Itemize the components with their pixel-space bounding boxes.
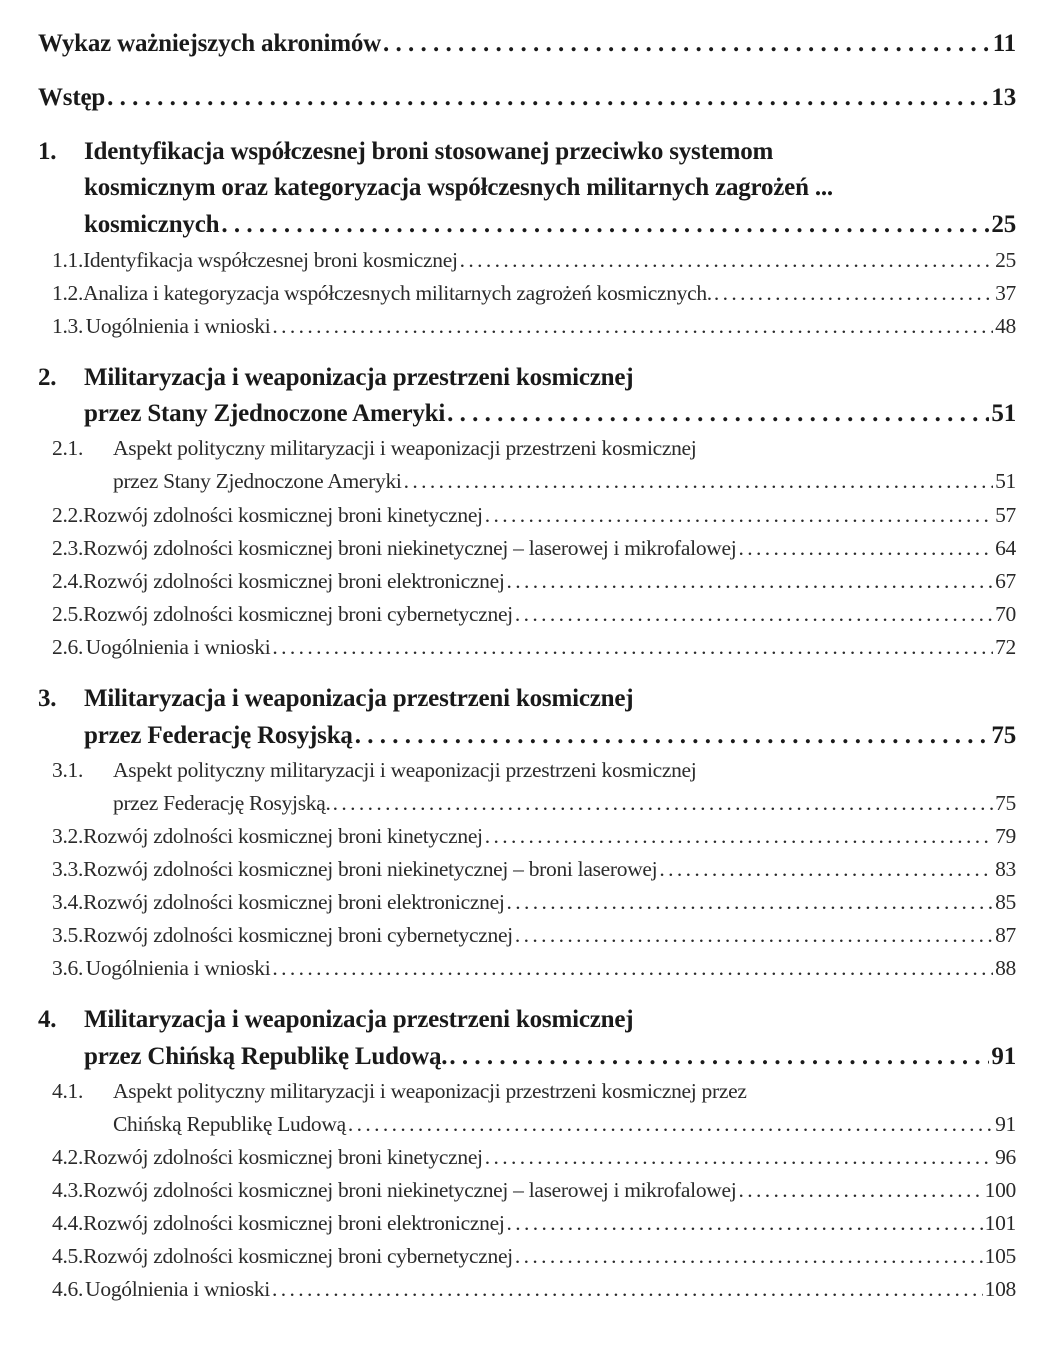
section-page: 70 xyxy=(995,602,1016,626)
section-title: Rozwój zdolności kosmicznej broni kinetycznej xyxy=(83,824,483,848)
section-page: 100 xyxy=(984,1178,1016,1202)
section-number: 4.4. xyxy=(52,1211,84,1235)
section-number: 4.5. xyxy=(52,1244,84,1268)
section-title-line: Aspekt polityczny militaryzacji i weaponizacji przestrzeni kosmicznej xyxy=(113,436,697,460)
toc-section-3-2[interactable] xyxy=(52,824,1016,849)
section-title-line: Aspekt polityczny militaryzacji i weaponizacji przestrzeni kosmicznej przez xyxy=(113,1079,747,1103)
toc-section-2-2[interactable] xyxy=(52,503,1016,528)
leader-dots xyxy=(515,1244,983,1269)
section-page: 96 xyxy=(995,1145,1016,1169)
section-number: 2.2. xyxy=(52,503,84,527)
section-number: 2.6. xyxy=(52,635,84,659)
leader-dots xyxy=(507,1211,983,1236)
entry-title: Wykaz ważniejszych akronimów xyxy=(38,30,381,57)
leader-dots xyxy=(272,314,993,339)
leader-dots xyxy=(272,956,993,981)
section-page: 101 xyxy=(984,1211,1016,1235)
toc-entry-introduction[interactable] xyxy=(38,84,1016,112)
section-page: 51 xyxy=(995,469,1016,493)
chapter-page: 25 xyxy=(991,211,1016,238)
section-number: 2.3. xyxy=(52,536,84,560)
toc-chapter-2[interactable] xyxy=(38,364,633,392)
leader-dots xyxy=(272,1277,983,1302)
toc-section-2-1-line-2[interactable] xyxy=(113,469,1016,494)
chapter-page: 75 xyxy=(991,722,1016,749)
toc-chapter-1-line-3[interactable] xyxy=(84,211,1016,239)
toc-chapter-4-line-2[interactable] xyxy=(84,1043,1016,1071)
section-title: Identyfikacja współczesnej broni kosmicznej xyxy=(83,248,458,272)
section-page: 48 xyxy=(995,314,1016,338)
section-page: 83 xyxy=(995,857,1016,881)
leader-dots xyxy=(449,1043,989,1071)
section-number: 1.2. xyxy=(52,281,84,305)
toc-section-4-5[interactable] xyxy=(52,1244,1016,1269)
section-number: 1.1. xyxy=(52,248,84,272)
section-number: 3.5. xyxy=(52,923,84,947)
toc-chapter-3-line-2[interactable] xyxy=(84,722,1016,750)
leader-dots xyxy=(348,1112,993,1137)
section-title: Uogólnienia i wnioski xyxy=(85,314,271,338)
leader-dots xyxy=(447,400,989,428)
leader-dots xyxy=(714,281,993,306)
section-number: 3.3. xyxy=(52,857,84,881)
section-title: Rozwój zdolności kosmicznej broni elektronicznej xyxy=(83,890,505,914)
section-page: 75 xyxy=(995,791,1016,815)
leader-dots xyxy=(460,248,993,273)
toc-section-2-5[interactable] xyxy=(52,602,1016,627)
chapter-title-line: przez Stany Zjednoczone Ameryki xyxy=(84,400,446,427)
section-number: 4.3. xyxy=(52,1178,84,1202)
section-page: 72 xyxy=(995,635,1016,659)
chapter-page: 91 xyxy=(991,1043,1016,1070)
section-number: 3.2. xyxy=(52,824,84,848)
section-title: Rozwój zdolności kosmicznej broni niekinetycznej – laserowej i mikrofalowej xyxy=(83,536,737,560)
toc-section-4-6[interactable] xyxy=(52,1277,1016,1302)
toc-section-4-3[interactable] xyxy=(52,1178,1016,1203)
leader-dots xyxy=(738,1178,982,1203)
leader-dots xyxy=(507,890,994,915)
toc-section-4-2[interactable] xyxy=(52,1145,1016,1170)
chapter-number: 3. xyxy=(38,685,57,712)
leader-dots xyxy=(515,923,993,948)
section-title-line: Aspekt polityczny militaryzacji i weaponizacji przestrzeni kosmicznej xyxy=(113,758,697,782)
toc-section-1-3[interactable] xyxy=(52,314,1016,339)
leader-dots xyxy=(355,722,990,750)
section-page: 37 xyxy=(995,281,1016,305)
entry-page: 11 xyxy=(992,30,1016,57)
toc-entry-acronyms[interactable] xyxy=(38,30,1016,58)
section-number: 2.4. xyxy=(52,569,84,593)
toc-chapter-1-line-2[interactable] xyxy=(84,174,833,202)
leader-dots xyxy=(221,211,989,239)
leader-dots xyxy=(738,536,993,561)
section-title: Rozwój zdolności kosmicznej broni niekinetycznej – laserowej i mikrofalowej xyxy=(83,1178,737,1202)
section-page: 57 xyxy=(995,503,1016,527)
chapter-title-line: Militaryzacja i weaponizacja przestrzeni kosmicznej xyxy=(84,685,634,712)
chapter-title-line: kosmicznych xyxy=(84,211,220,238)
section-page: 85 xyxy=(995,890,1016,914)
chapter-number: 2. xyxy=(38,364,57,391)
section-page: 105 xyxy=(984,1244,1016,1268)
toc-section-4-1[interactable] xyxy=(52,1079,747,1104)
section-title-line: przez Stany Zjednoczone Ameryki xyxy=(113,469,402,493)
chapter-page: 51 xyxy=(991,400,1016,427)
section-page: 25 xyxy=(995,248,1016,272)
chapter-title-line: kosmicznym oraz kategoryzacja współczesnych militarnych zagrożeń ... xyxy=(84,174,833,201)
section-number: 2.1. xyxy=(52,436,84,460)
section-title: Uogólnienia i wnioski xyxy=(85,956,271,980)
leader-dots xyxy=(272,635,993,660)
toc-section-1-1[interactable] xyxy=(52,248,1016,273)
section-page: 67 xyxy=(995,569,1016,593)
section-page: 87 xyxy=(995,923,1016,947)
section-number: 2.5. xyxy=(52,602,84,626)
section-title: Rozwój zdolności kosmicznej broni cybernetycznej xyxy=(83,1244,513,1268)
chapter-title-line: Identyfikacja współczesnej broni stosowanej przeciwko systemom xyxy=(84,138,774,165)
chapter-title-line: Militaryzacja i weaponizacja przestrzeni kosmicznej xyxy=(84,1006,634,1033)
toc-section-3-5[interactable] xyxy=(52,923,1016,948)
section-title: Rozwój zdolności kosmicznej broni niekinetycznej – broni laserowej xyxy=(83,857,658,881)
toc-section-2-4[interactable] xyxy=(52,569,1016,594)
leader-dots xyxy=(659,857,993,882)
section-title-line: Chińską Republikę Ludową xyxy=(113,1112,346,1136)
toc-section-3-1-line-2[interactable] xyxy=(113,791,1016,816)
leader-dots xyxy=(485,824,993,849)
section-title: Rozwój zdolności kosmicznej broni elektronicznej xyxy=(83,569,505,593)
section-page: 79 xyxy=(995,824,1016,848)
chapter-title-line: przez Chińską Republikę Ludową. xyxy=(84,1043,448,1070)
section-title: Rozwój zdolności kosmicznej broni cybernetycznej xyxy=(83,923,513,947)
section-title: Rozwój zdolności kosmicznej broni kinetycznej xyxy=(83,503,483,527)
toc-section-3-1[interactable] xyxy=(52,758,696,783)
section-page: 91 xyxy=(995,1112,1016,1136)
leader-dots xyxy=(333,791,994,816)
section-title: Uogólnienia i wnioski xyxy=(85,1277,270,1301)
toc-chapter-4[interactable] xyxy=(38,1006,633,1034)
section-page: 64 xyxy=(995,536,1016,560)
section-number: 4.6. xyxy=(52,1277,84,1301)
toc-section-4-4[interactable] xyxy=(52,1211,1016,1236)
leader-dots xyxy=(107,84,989,112)
section-title: Analiza i kategoryzacja współczesnych militarnych zagrożeń kosmicznych. xyxy=(83,281,712,305)
section-number: 1.3. xyxy=(52,314,84,338)
section-number: 4.1. xyxy=(52,1079,84,1103)
section-title: Uogólnienia i wnioski xyxy=(85,635,271,659)
section-page: 88 xyxy=(995,956,1016,980)
leader-dots xyxy=(383,30,991,58)
leader-dots xyxy=(507,569,994,594)
toc-chapter-2-line-2[interactable] xyxy=(84,400,1016,428)
toc-section-3-4[interactable] xyxy=(52,890,1016,915)
chapter-title-line: Militaryzacja i weaponizacja przestrzeni kosmicznej xyxy=(84,364,634,391)
chapter-title-line: przez Federację Rosyjską xyxy=(84,722,353,749)
toc-section-2-3[interactable] xyxy=(52,536,1016,561)
leader-dots xyxy=(404,469,993,494)
section-title-line: przez Federację Rosyjską. xyxy=(113,791,331,815)
chapter-number: 4. xyxy=(38,1006,57,1033)
section-number: 4.2. xyxy=(52,1145,84,1169)
section-page: 108 xyxy=(984,1277,1016,1301)
entry-title: Wstęp xyxy=(38,84,106,111)
leader-dots xyxy=(485,503,993,528)
toc-section-3-3[interactable] xyxy=(52,857,1016,882)
leader-dots xyxy=(515,602,993,627)
section-title: Rozwój zdolności kosmicznej broni kinetycznej xyxy=(83,1145,483,1169)
entry-page: 13 xyxy=(991,84,1016,111)
toc-chapter-3[interactable] xyxy=(38,685,633,713)
leader-dots xyxy=(485,1145,993,1170)
section-number: 3.6. xyxy=(52,956,84,980)
section-title: Rozwój zdolności kosmicznej broni cybernetycznej xyxy=(83,602,513,626)
toc-chapter-1[interactable] xyxy=(38,138,773,166)
section-number: 3.4. xyxy=(52,890,84,914)
section-number: 3.1. xyxy=(52,758,84,782)
toc-section-2-6[interactable] xyxy=(52,635,1016,660)
toc-section-2-1[interactable] xyxy=(52,436,696,461)
toc-section-1-2[interactable] xyxy=(52,281,1016,306)
chapter-number: 1. xyxy=(38,138,57,165)
section-title: Rozwój zdolności kosmicznej broni elektronicznej xyxy=(83,1211,505,1235)
toc-section-3-6[interactable] xyxy=(52,956,1016,981)
toc-section-4-1-line-2[interactable] xyxy=(113,1112,1016,1137)
